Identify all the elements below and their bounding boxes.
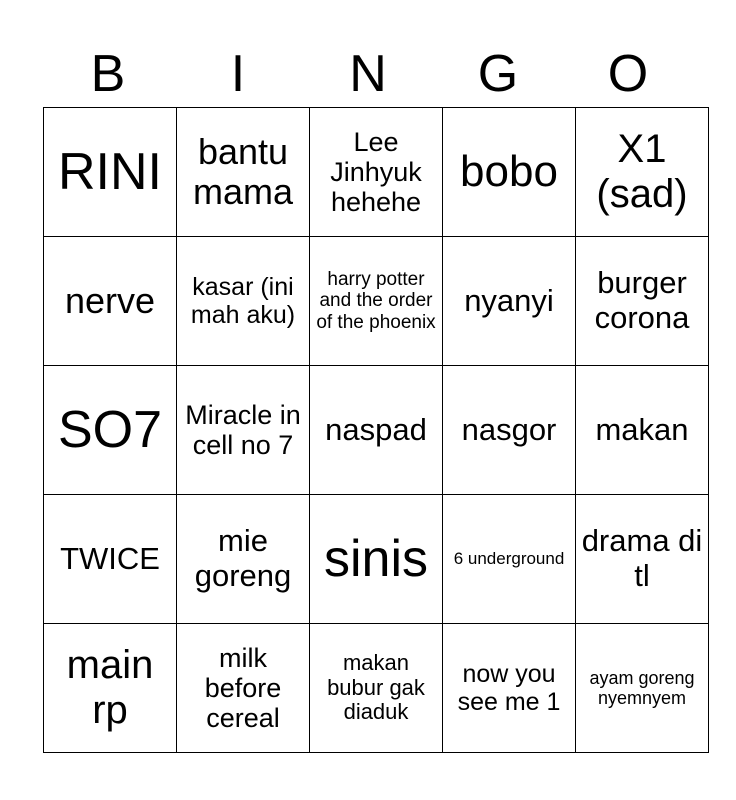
header-letter-n: N: [349, 45, 387, 103]
bingo-cell[interactable]: drama di tl: [576, 495, 709, 624]
header-letter-g: G: [477, 45, 519, 103]
bingo-cell[interactable]: main rp: [44, 624, 177, 753]
bingo-cell[interactable]: Miracle in cell no 7: [177, 366, 310, 495]
bingo-cell[interactable]: ayam goreng nyemnyem: [576, 624, 709, 753]
bingo-cell[interactable]: makan: [576, 366, 709, 495]
bingo-card: [43, 107, 709, 753]
bingo-header: [43, 40, 693, 108]
bingo-row: [44, 624, 709, 753]
bingo-cell[interactable]: naspad: [310, 366, 443, 495]
bingo-cell[interactable]: harry potter and the order of the phoenix: [310, 237, 443, 366]
bingo-cell[interactable]: RINI: [44, 108, 177, 237]
bingo-row: [44, 237, 709, 366]
bingo-row: [44, 366, 709, 495]
bingo-cell[interactable]: nasgor: [443, 366, 576, 495]
bingo-row: [44, 495, 709, 624]
bingo-cell[interactable]: TWICE: [44, 495, 177, 624]
bingo-cell[interactable]: nerve: [44, 237, 177, 366]
header-letter-i: I: [230, 45, 246, 103]
bingo-cell[interactable]: X1 (sad): [576, 108, 709, 237]
bingo-cell[interactable]: milk before cereal: [177, 624, 310, 753]
bingo-cell[interactable]: Lee Jinhyuk hehehe: [310, 108, 443, 237]
bingo-cell[interactable]: nyanyi: [443, 237, 576, 366]
bingo-cell[interactable]: now you see me 1: [443, 624, 576, 753]
bingo-cell[interactable]: bantu mama: [177, 108, 310, 237]
header-letter-b: B: [90, 45, 126, 103]
bingo-cell[interactable]: bobo: [443, 108, 576, 237]
bingo-cell[interactable]: 6 underground: [443, 495, 576, 624]
bingo-cell[interactable]: burger corona: [576, 237, 709, 366]
header-letter-o: O: [607, 45, 649, 103]
bingo-cell[interactable]: sinis: [310, 495, 443, 624]
bingo-cell[interactable]: SO7: [44, 366, 177, 495]
bingo-cell[interactable]: makan bubur gak diaduk: [310, 624, 443, 753]
bingo-cell[interactable]: mie goreng: [177, 495, 310, 624]
bingo-cell[interactable]: kasar (ini mah aku): [177, 237, 310, 366]
bingo-row: [44, 108, 709, 237]
